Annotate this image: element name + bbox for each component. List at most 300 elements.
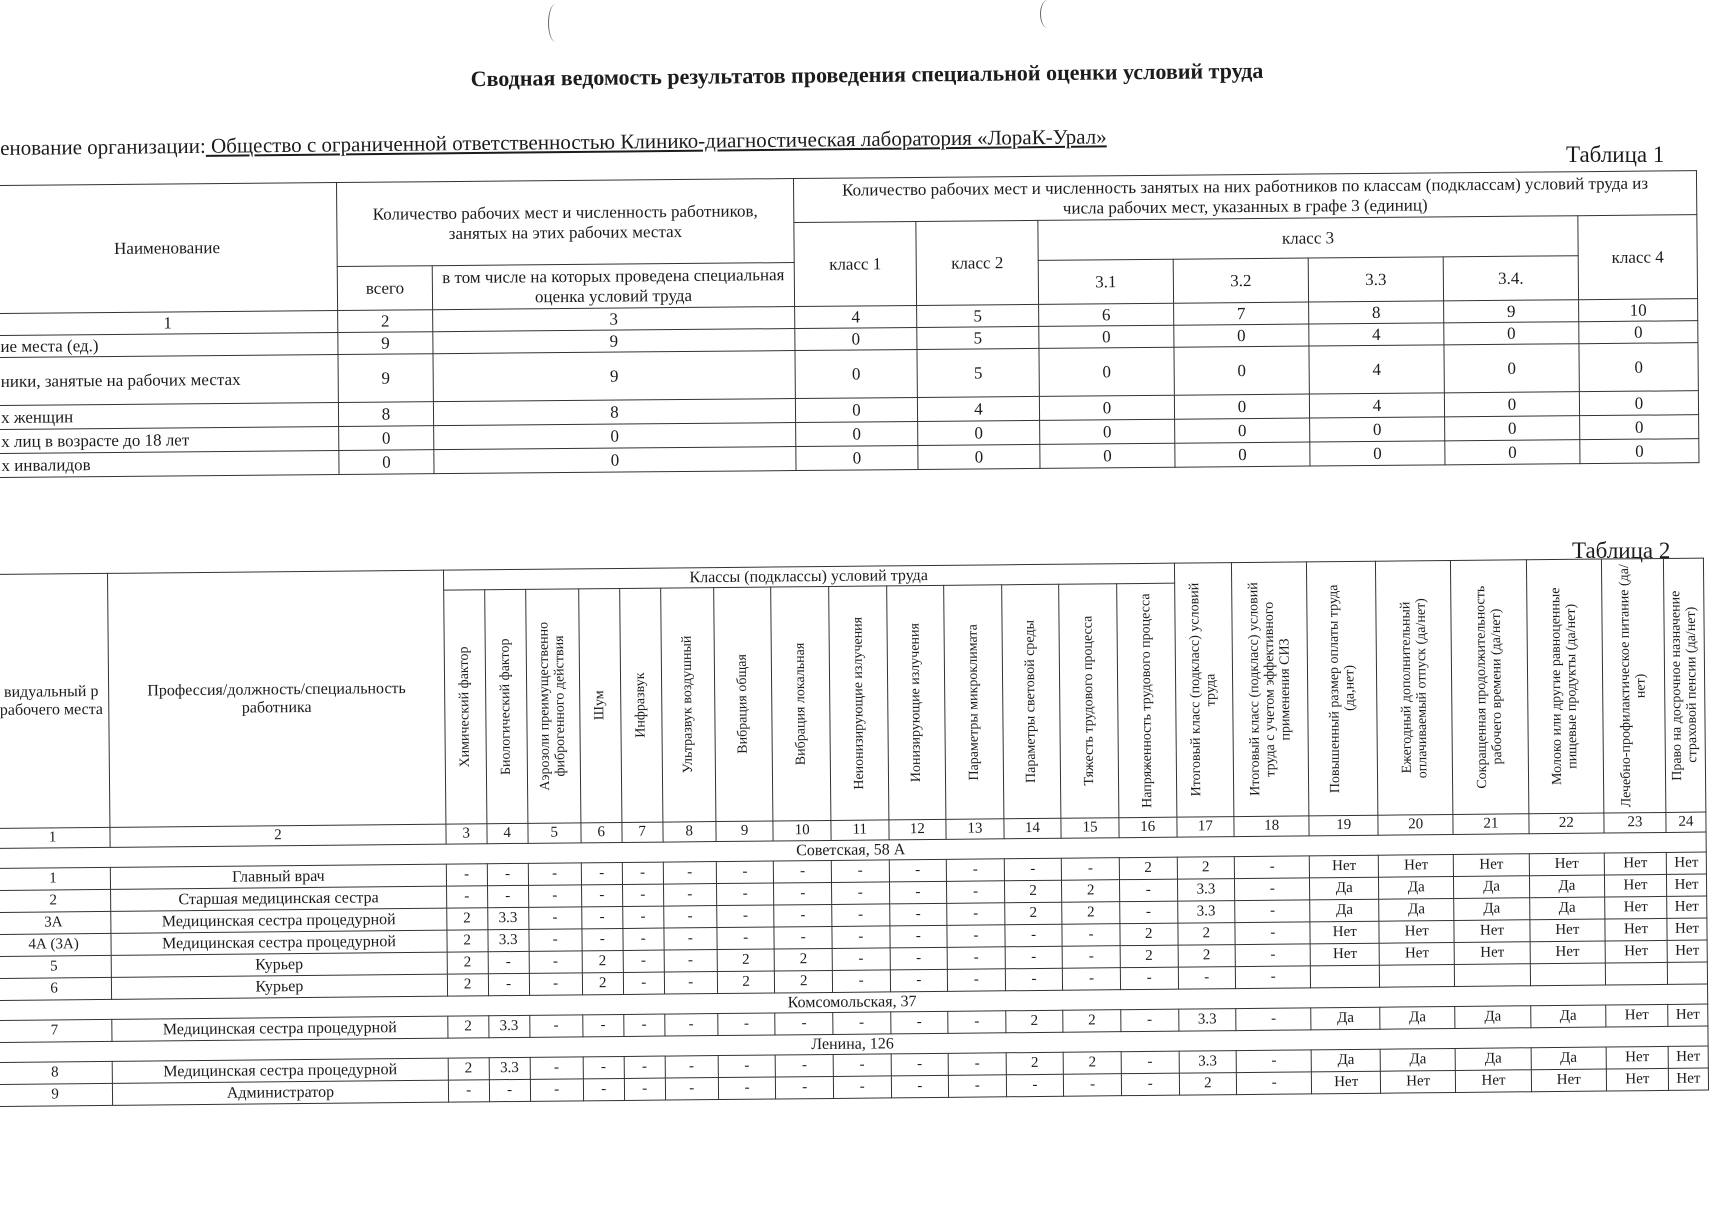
workplace-id: 7: [0, 1019, 112, 1042]
table-cell: -: [1064, 1074, 1122, 1097]
header-classes: Классы (подклассы) условий труда: [443, 563, 1174, 590]
table-cell: -: [774, 882, 832, 905]
table-cell: Нет: [1310, 921, 1379, 944]
table-cell: -: [1062, 858, 1120, 881]
table2-caption: Таблица 2: [1572, 538, 1671, 563]
table-cell: -: [891, 1075, 949, 1098]
table-cell: -: [1235, 922, 1311, 945]
table-cell: Да: [1456, 1048, 1532, 1071]
column-number: 4: [487, 823, 528, 843]
table-cell: 4: [1309, 345, 1444, 394]
header-3-1: 3.1: [1038, 259, 1173, 304]
table-cell: 2: [1004, 902, 1062, 925]
table-cell: -: [1236, 1072, 1312, 1095]
table-cell: -: [582, 928, 623, 950]
header-factor: [525, 589, 580, 823]
workplace-id: 5: [0, 955, 112, 978]
table-cell: Нет: [1454, 920, 1530, 943]
table-cell: 0: [1175, 442, 1310, 467]
organization-line: [0, 124, 1107, 161]
table-cell: -: [446, 886, 487, 908]
table-cell: -: [581, 884, 622, 906]
table-cell: -: [664, 972, 717, 995]
row-label: х инвалидов: [0, 451, 339, 478]
table-cell: 2: [717, 949, 775, 972]
section-title: Советская, 58 А: [0, 832, 1706, 868]
table-cell: Нет: [1531, 1069, 1607, 1092]
table-cell: -: [664, 928, 717, 951]
table-cell: 4: [1309, 393, 1444, 418]
table-cell: Нет: [1667, 918, 1707, 940]
header-factor-label: Тяжесть трудового процесса: [1080, 615, 1097, 786]
column-number: 5: [528, 823, 581, 844]
table-cell: Нет: [1380, 1070, 1456, 1093]
header-extra-label: Право на досрочное назначение страховой пенсии (да/нет): [1668, 590, 1701, 781]
workplace-id: 1: [0, 867, 111, 890]
table-cell: 2: [1177, 923, 1235, 946]
header-factor-label: Биологический фактор: [497, 638, 514, 775]
table-cell: 4: [917, 396, 1039, 421]
table-cell: 8: [433, 399, 795, 426]
table-cell: 0: [434, 447, 796, 474]
header-class2: класс 2: [916, 220, 1039, 305]
table-cell: -: [624, 1056, 665, 1078]
profession: Медицинская сестра процедурной: [111, 930, 447, 955]
header-factor: [714, 587, 774, 822]
table-cell: Да: [1380, 1048, 1456, 1071]
table-cell: 0: [1444, 392, 1579, 417]
table-cell: -: [530, 1079, 583, 1102]
table-cell: -: [1005, 946, 1063, 969]
table-cell: Нет: [1529, 853, 1605, 876]
table-cell: 3.3: [487, 907, 528, 929]
table-cell: -: [489, 1079, 530, 1101]
header-extra: [1526, 559, 1604, 814]
header-workplace-id: видуальный р рабочего места: [0, 573, 110, 828]
table-cell: 0: [1579, 343, 1698, 392]
table-cell: -: [889, 859, 947, 882]
table-cell: -: [1235, 944, 1311, 967]
table-cell: Да: [1530, 1005, 1606, 1028]
table-cell: Нет: [1667, 940, 1707, 962]
table-cell: Да: [1379, 876, 1455, 899]
table-cell: 0: [796, 445, 918, 470]
column-number: 9: [1444, 300, 1579, 323]
table-cell: 2: [447, 974, 488, 996]
table-cell: 3.3: [488, 929, 529, 951]
table-cell: 3.3: [489, 1057, 530, 1079]
column-number: 23: [1604, 812, 1666, 833]
table-cell: Да: [1455, 1006, 1531, 1029]
table-cell: -: [718, 1013, 776, 1036]
table-cell: 2: [1179, 1073, 1237, 1096]
column-number: 1: [0, 311, 338, 336]
profession: Медицинская сестра процедурной: [112, 1058, 448, 1083]
table-cell: 2: [775, 948, 833, 971]
table-cell: -: [948, 1011, 1006, 1034]
table-cell: -: [1234, 856, 1310, 879]
table-cell: -: [622, 906, 663, 928]
column-number: 3: [446, 824, 487, 844]
table-cell: Нет: [1668, 1004, 1708, 1026]
column-number: 5: [917, 304, 1039, 327]
table-cell: -: [947, 969, 1005, 992]
header-3-2: 3.2: [1173, 258, 1308, 303]
profession: Медицинская сестра процедурной: [112, 1016, 448, 1041]
table-cell: Нет: [1456, 1070, 1532, 1093]
table-cell: 0: [1039, 347, 1174, 396]
table-cell: Да: [1379, 898, 1455, 921]
table-cell: -: [488, 973, 529, 995]
header-factor-label: Неионизирующие излучения: [850, 616, 867, 790]
table-cell: -: [529, 951, 582, 974]
header-extra-label: Лечебно-профилактическое питание (да/нет): [1617, 564, 1649, 808]
header-extra-label: Сокращенная продолжительность рабочего времени (да/нет): [1473, 585, 1506, 789]
header-factor: [886, 585, 946, 820]
header-factor: [578, 588, 621, 822]
table-cell: 5: [917, 326, 1039, 349]
header-total: всего: [337, 266, 432, 311]
table-cell: -: [832, 904, 890, 927]
table-cell: [1455, 964, 1531, 987]
table-cell: -: [1119, 879, 1177, 902]
profession: Курьер: [111, 952, 447, 977]
table-cell: -: [623, 950, 664, 972]
header-3-4: 3.4.: [1443, 256, 1578, 301]
table-cell: -: [1178, 967, 1236, 990]
table-cell: 2: [582, 972, 623, 994]
table-cell: 0: [1444, 344, 1579, 393]
header-name: Наименование: [0, 183, 338, 314]
header-3-3: 3.3: [1308, 257, 1443, 302]
table-cell: 2: [1120, 945, 1178, 968]
table-cell: -: [831, 860, 889, 883]
table-cell: 2: [1177, 857, 1235, 880]
table-cell: -: [890, 1011, 948, 1034]
table-cell: -: [1005, 968, 1063, 991]
table-cell: Да: [1454, 898, 1530, 921]
header-factor-label: Инфразвук: [632, 672, 649, 739]
table-cell: 2: [448, 1058, 489, 1080]
column-number: 7: [622, 822, 663, 842]
header-extra: [1601, 558, 1665, 813]
table-cell: -: [889, 925, 947, 948]
table-cell: Нет: [1378, 854, 1454, 877]
column-number: 8: [1309, 301, 1444, 324]
table-cell: Нет: [1604, 874, 1666, 897]
row-label: х женщин: [0, 403, 339, 430]
table-cell: -: [529, 1015, 582, 1038]
summary-table: [0, 170, 1700, 478]
table-cell: 8: [338, 402, 433, 427]
table-cell: Да: [1454, 876, 1530, 899]
table-cell: Нет: [1454, 942, 1530, 965]
table-cell: [1605, 962, 1667, 985]
table-cell: -: [623, 1014, 664, 1036]
table-cell: Нет: [1454, 854, 1530, 877]
table-cell: 0: [1039, 395, 1174, 420]
table-cell: -: [890, 947, 948, 970]
table-cell: 2: [717, 971, 775, 994]
table-cell: Нет: [1666, 874, 1706, 896]
table-cell: -: [833, 1012, 891, 1035]
table-cell: -: [1235, 900, 1311, 923]
header-extra: [1663, 558, 1705, 812]
table-cell: Нет: [1606, 1004, 1668, 1027]
table-cell: -: [889, 881, 947, 904]
table-cell: -: [716, 861, 774, 884]
header-factor-label: Шум: [592, 690, 608, 721]
table-cell: -: [622, 884, 663, 906]
header-class1: класс 1: [794, 221, 917, 306]
table-cell: -: [663, 906, 716, 929]
table-cell: Да: [1529, 875, 1605, 898]
table-cell: 0: [1175, 418, 1310, 443]
table-cell: -: [775, 1012, 833, 1035]
table-cell: 0: [1445, 416, 1580, 441]
table-cell: 0: [918, 444, 1040, 469]
header-factor: [1001, 584, 1061, 819]
profession: Курьер: [112, 974, 448, 999]
column-number: 22: [1529, 813, 1604, 834]
table-cell: -: [528, 907, 581, 930]
table-cell: 3.3: [488, 1015, 529, 1037]
table-cell: -: [774, 904, 832, 927]
header-factor-label: Параметры световой среды: [1022, 619, 1040, 784]
table-cell: -: [663, 862, 716, 885]
table-cell: -: [487, 863, 528, 885]
workplace-id: 8: [0, 1061, 113, 1084]
table-cell: 2: [1006, 1052, 1064, 1075]
column-number: 19: [1309, 815, 1378, 836]
table-cell: -: [623, 928, 664, 950]
section-title: Ленина, 126: [0, 1026, 1708, 1062]
header-extra: [1307, 561, 1378, 816]
header-extra-label: Повышенный размер оплаты труда (да,нет): [1326, 584, 1358, 793]
table-cell: 5: [917, 348, 1039, 397]
column-number: 6: [1039, 303, 1174, 326]
table-cell: Нет: [1379, 920, 1455, 943]
profession: Медицинская сестра процедурной: [111, 908, 447, 933]
table-cell: 0: [1579, 321, 1698, 344]
table-cell: 0: [1174, 394, 1309, 419]
table-cell: 2: [1120, 923, 1178, 946]
header-factor: [1117, 583, 1177, 818]
table-cell: Нет: [1666, 852, 1706, 874]
table-cell: Нет: [1379, 942, 1455, 965]
table-cell: 0: [339, 450, 434, 475]
column-number: 2: [110, 824, 446, 847]
header-class4: класс 4: [1578, 215, 1698, 300]
table-cell: -: [1235, 966, 1311, 989]
table-cell: 0: [918, 420, 1040, 445]
header-factor: [660, 588, 715, 822]
table-cell: 9: [338, 332, 433, 355]
table-cell: 0: [1039, 325, 1174, 348]
header-workplaces: Количество рабочих мест и численность работников, занятых на этих рабочих местах: [336, 179, 794, 267]
column-number: 3: [433, 307, 795, 332]
table-cell: -: [947, 925, 1005, 948]
table-cell: -: [448, 1080, 489, 1102]
table-cell: -: [832, 926, 890, 949]
table-cell: -: [776, 1054, 834, 1077]
row-label: ники, занятые на рабочих местах: [0, 355, 338, 406]
workplace-id: 4А (3А): [0, 933, 111, 956]
table-cell: -: [583, 1014, 624, 1036]
header-factor: [1059, 584, 1119, 819]
column-number: 1: [0, 827, 110, 848]
column-number: 7: [1174, 302, 1309, 325]
table-cell: [1667, 962, 1707, 984]
table-cell: -: [529, 973, 582, 996]
workplaces-table: [0, 558, 1709, 1107]
table-cell: -: [488, 951, 529, 973]
table-cell: Нет: [1310, 855, 1379, 878]
document-title: Сводная ведомость результатов проведения специальной оценки условий труда: [470, 57, 1264, 92]
table-cell: Нет: [1668, 1046, 1708, 1068]
table-cell: 0: [796, 421, 918, 446]
workplace-id: 6: [0, 977, 112, 1000]
table-cell: Нет: [1668, 1068, 1708, 1090]
table-cell: -: [1120, 967, 1178, 990]
profession: Администратор: [113, 1080, 449, 1105]
table-cell: -: [583, 1078, 624, 1100]
header-factor: [619, 588, 662, 822]
table-cell: 9: [433, 351, 795, 402]
table-cell: -: [717, 927, 775, 950]
header-factor-label: Вибрация общая: [735, 654, 752, 755]
table-cell: -: [446, 864, 487, 886]
table-cell: -: [1236, 1050, 1312, 1073]
table-cell: -: [949, 1075, 1007, 1098]
table-cell: 2: [1063, 1052, 1121, 1075]
column-number: 20: [1378, 814, 1453, 835]
column-number: 14: [1004, 818, 1062, 839]
workplace-id: 9: [0, 1083, 113, 1106]
table-cell: -: [947, 881, 1005, 904]
column-number: 11: [831, 820, 889, 841]
header-factor: [484, 589, 527, 823]
table-cell: -: [1121, 1073, 1179, 1096]
table-cell: 0: [1174, 324, 1309, 347]
table-cell: -: [946, 859, 1004, 882]
column-number: 16: [1119, 817, 1177, 838]
table-cell: -: [717, 905, 775, 928]
table-cell: 3.3: [1179, 1051, 1237, 1074]
table-cell: 4: [1309, 323, 1444, 346]
table-cell: Нет: [1667, 896, 1707, 918]
table-cell: Нет: [1605, 896, 1667, 919]
table-cell: 2: [1063, 1010, 1121, 1033]
table-cell: -: [1121, 1051, 1179, 1074]
table-cell: 0: [1445, 440, 1580, 465]
header-by-class: Количество рабочих мест и численность занятых на них работников по классам (подклассам) условий труда из числа рабочих мест, указанных в графе 3 (единиц): [793, 171, 1696, 223]
table-cell: Нет: [1530, 941, 1606, 964]
table-cell: [1530, 963, 1606, 986]
column-number: 18: [1234, 816, 1309, 837]
table-cell: 0: [434, 423, 796, 450]
header-factor: [443, 590, 486, 824]
table-cell: -: [718, 1055, 776, 1078]
table-cell: 2: [446, 908, 487, 930]
table-cell: [1311, 965, 1380, 988]
table-cell: -: [583, 1056, 624, 1078]
table-cell: Нет: [1605, 918, 1667, 941]
table-cell: -: [1235, 878, 1311, 901]
workplace-id: 3А: [0, 911, 111, 934]
table-cell: 0: [339, 426, 434, 451]
header-factor-label: Параметры микроклимата: [965, 623, 982, 781]
scan-mark: [1040, 0, 1055, 28]
table-cell: 0: [1310, 417, 1445, 442]
table-cell: 2: [1062, 902, 1120, 925]
table-cell: -: [948, 1053, 1006, 1076]
table-cell: Да: [1380, 1006, 1456, 1029]
header-assessed: в том числе на которых проведена специальная оценка условий труда: [432, 263, 794, 310]
column-number: 24: [1666, 812, 1706, 832]
table-cell: 0: [1580, 415, 1699, 440]
table-cell: -: [1062, 924, 1120, 947]
column-number: 4: [795, 305, 917, 328]
profession: Главный врач: [110, 864, 446, 889]
table-cell: 2: [1178, 945, 1236, 968]
header-factor: [829, 586, 889, 821]
row-label: х лиц в возрасте до 18 лет: [0, 427, 339, 454]
table-cell: -: [664, 1014, 717, 1037]
table-cell: -: [889, 903, 947, 926]
table-cell: 0: [795, 397, 917, 422]
table-cell: -: [947, 947, 1005, 970]
table-cell: -: [776, 1076, 834, 1099]
table-cell: 0: [1040, 419, 1175, 444]
table1-caption: Таблица 1: [1566, 142, 1665, 167]
table-cell: 3.3: [1178, 1009, 1236, 1032]
table-cell: 0: [1580, 439, 1699, 464]
table-cell: 0: [1040, 443, 1175, 468]
table-cell: -: [1236, 1008, 1312, 1031]
table-cell: 9: [338, 354, 433, 403]
table-cell: -: [581, 862, 622, 884]
column-number: 15: [1061, 818, 1119, 839]
table-cell: 0: [1579, 391, 1698, 416]
header-extra-label: Итоговый класс (подкласс) условий труда с учетом эффективного применения СИЗ: [1246, 582, 1294, 797]
table-cell: -: [528, 885, 581, 908]
organization-name: Общество с ограниченной ответственностью Клинико-диагностическая лаборатория «ЛораК-Урал»: [205, 124, 1107, 158]
table-cell: -: [1063, 968, 1121, 991]
header-factor-label: Ионизирующие излучения: [907, 623, 925, 783]
table-cell: -: [947, 903, 1005, 926]
table-cell: -: [622, 862, 663, 884]
section-title: Комсомольская, 37: [0, 984, 1708, 1020]
table-cell: Нет: [1606, 1046, 1668, 1069]
table-cell: Да: [1310, 899, 1379, 922]
table-cell: -: [529, 929, 582, 952]
table-cell: 2: [447, 930, 488, 952]
table-cell: 0: [1174, 346, 1309, 395]
table-cell: [1379, 964, 1455, 987]
header-class3: класс 3: [1038, 216, 1578, 261]
table-cell: -: [891, 1053, 949, 1076]
table-cell: Нет: [1530, 919, 1606, 942]
table-cell: 9: [433, 329, 795, 354]
organization-label: енование организации:: [0, 133, 206, 160]
profession: Старшая медицинская сестра: [111, 886, 447, 911]
table-cell: -: [665, 1078, 718, 1101]
column-number: 9: [716, 821, 774, 842]
table-cell: 0: [1310, 441, 1445, 466]
table-cell: Нет: [1311, 943, 1380, 966]
header-factor-label: Аэрозоли преимущественно фиброгенного действия: [536, 621, 569, 791]
